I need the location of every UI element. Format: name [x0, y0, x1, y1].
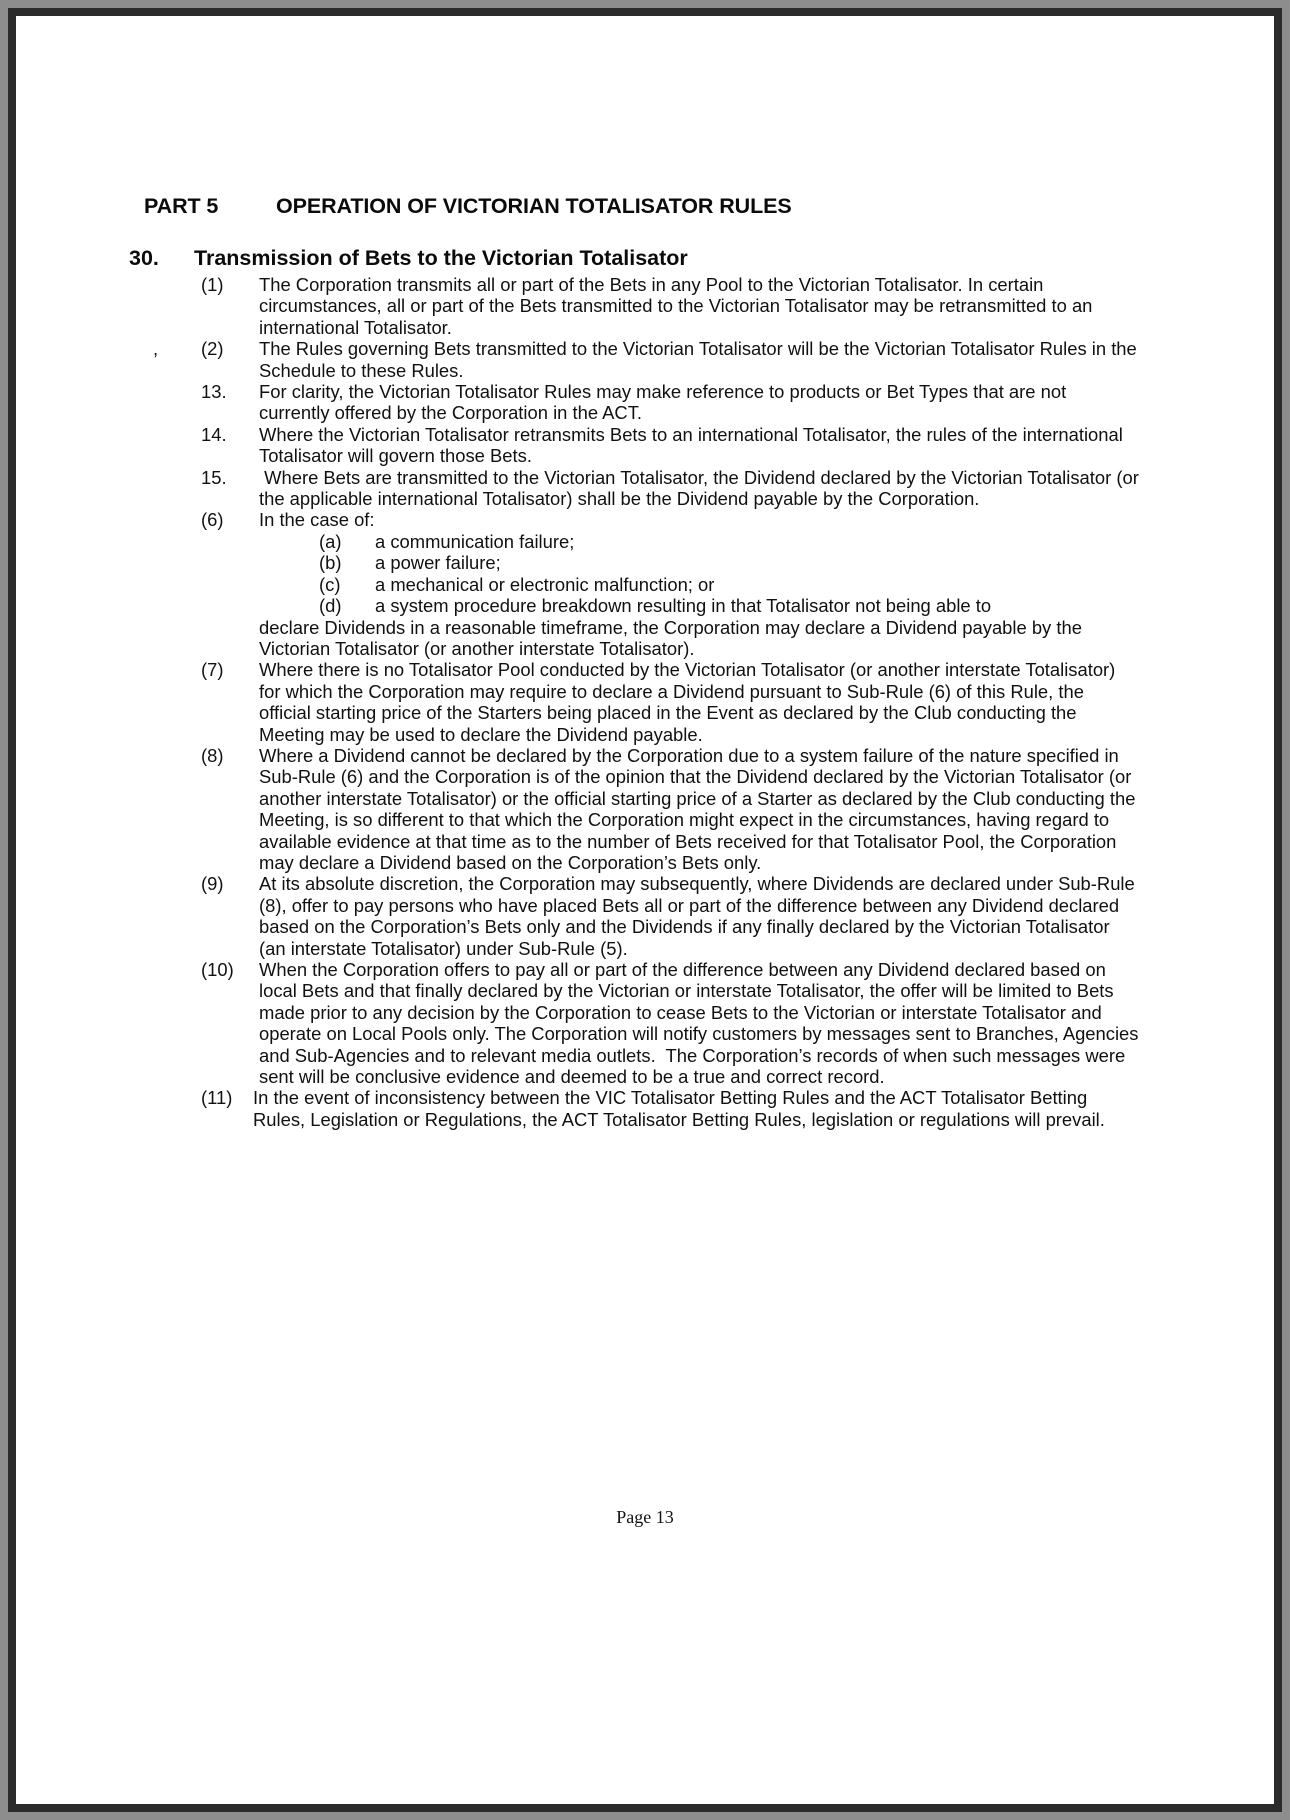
- page-border-frame: [8, 8, 1282, 1812]
- rule-item: [129, 274, 1139, 338]
- rule-subitem: [259, 552, 1139, 573]
- rule-item-marker: (8): [201, 744, 224, 766]
- rule-item-text: Where there is no Totalisator Pool conducted by the Victorian Totalisator (or another interstate Totalisator) for which the Corporation may require to declare a Dividend pursuant to Sub-Rule (6) of this Rule, the official starting price of the Starters being placed in the Event as declared by the Club conducting the Meeting may be used to declare the Dividend payable.: [259, 659, 1121, 745]
- rule-subitem-text: a power failure;: [375, 552, 501, 574]
- rule-item-marker: 13.: [201, 381, 227, 403]
- page-content: [16, 16, 1274, 1804]
- rule-heading-number: 30.: [129, 246, 159, 270]
- rule-subitem: [259, 531, 1139, 552]
- rule-item-text: The Rules governing Bets transmitted to the Victorian Totalisator will be the Victorian Totalisator Rules in the Schedule to these Rules.: [259, 338, 1142, 381]
- rule-item: [129, 959, 1144, 1088]
- part-heading-title: OPERATION OF VICTORIAN TOTALISATOR RULES: [276, 194, 792, 218]
- rule-item-text: Where Bets are transmitted to the Victorian Totalisator, the Dividend declared by the Victorian Totalisator (or the applicable international Totalisator) shall be the Dividend payable by the Corporation.: [259, 466, 1144, 510]
- part-heading: [144, 194, 792, 219]
- rule-subitem-marker: (d): [319, 595, 342, 617]
- rule-item-marker: (7): [201, 659, 224, 681]
- rule-item-marker: 14.: [201, 423, 227, 445]
- rule-item: [129, 424, 1139, 467]
- rule-item: [129, 873, 1139, 959]
- rule-subitem: [259, 595, 1139, 616]
- rule-item-continuation: declare Dividends in a reasonable timeframe, the Corporation may declare a Dividend payable by the Victorian Totalisator (or another interstate Totalisator).: [259, 616, 1082, 659]
- rule-item: [129, 659, 1139, 745]
- rule-item: [129, 1087, 1139, 1130]
- rule-item-text: At its absolute discretion, the Corporation may subsequently, where Dividends are declared under Sub-Rule (8), offer to pay persons who have placed Bets all or part of the difference between any Dividend declared based on the Corporation’s Bets only and the Dividends if any finally declared by the Victorian Totalisator (an interstate Totalisator) under Sub-Rule (5).: [259, 873, 1140, 959]
- rule-item-text: Where a Dividend cannot be declared by the Corporation due to a system failure of the nature specified in Sub-Rule (6) and the Corporation is of the opinion that the Dividend declared by the Victorian Totalisator (or another interstate Totalisator) or the official starting price of a Starter as declared by the Club conducting the Meeting, is so different to that which the Corporation might expect in the circumstances, having regard to available evidence at that time as to the number of Bets received for that Totalisator Pool, the Corporation may declare a Dividend based on the Corporation’s Bets only.: [259, 744, 1141, 873]
- rule-item: [129, 466, 1144, 510]
- rule-heading: [129, 246, 688, 271]
- rule-item-marker: 15.: [201, 466, 227, 488]
- rule-subitem-marker: (a): [319, 530, 342, 552]
- rule-item-text: The Corporation transmits all or part of the Bets in any Pool to the Victorian Totalisator. In certain circumstances, all or part of the Bets transmitted to the Victorian Totalisator may be retransmitted to an international Totalisator.: [259, 274, 1098, 338]
- rule-item-marker: (6): [201, 509, 224, 531]
- rule-item: [129, 745, 1139, 873]
- rule-item-marker: (9): [201, 873, 224, 895]
- rule-item-marker: (10): [201, 959, 234, 980]
- rule-item: [129, 509, 1139, 659]
- rule-subitem-text: a communication failure;: [375, 530, 575, 552]
- rule-item-text: When the Corporation offers to pay all or part of the difference between any Dividend declared based on local Bets and that finally declared by the Victorian or interstate Totalisator, the offer will be limited to Bets made prior to any decision by the Corporation to cease Bets to the Victorian or interstate Totalisator and operate on Local Pools only. The Corporation will notify customers by messages sent to Branches, Agencies and Sub-Agencies and to relevant media outlets. The Corporation’s records of when such messages were sent will be conclusive evidence and deemed to be a true and correct record.: [259, 959, 1144, 1088]
- rule-item-list: [129, 274, 1144, 1130]
- rule-item-text: In the event of inconsistency between the VIC Totalisator Betting Rules and the ACT Totalisator Betting Rules, Legislation or Regulations, the ACT Totalisator Betting Rules, legislation or regulations will prevail.: [253, 1087, 1105, 1130]
- rule-item-text: For clarity, the Victorian Totalisator Rules may make reference to products or Bet Types that are not currently offered by the Corporation in the ACT.: [259, 381, 1072, 424]
- page-sheet: [16, 16, 1274, 1804]
- scan-artifact-comma: ,: [153, 338, 159, 360]
- rule-item-text: In the case of:: [259, 509, 375, 531]
- rule-subitem-marker: (b): [319, 552, 342, 574]
- rule-subitem: [259, 574, 1139, 595]
- rule-item-marker: (1): [201, 274, 224, 295]
- rule-item: [129, 381, 1139, 424]
- rule-item-text: Where the Victorian Totalisator retransmits Bets to an international Totalisator, the rules of the international Totalisator will govern those Bets.: [259, 423, 1128, 467]
- rule-item: [129, 338, 1142, 381]
- rule-subitem-text: a mechanical or electronic malfunction; or: [375, 573, 715, 595]
- rule-subitem-marker: (c): [319, 573, 341, 595]
- page-footer: Page 13: [616, 1507, 674, 1527]
- rule-subitem-text: a system procedure breakdown resulting in that Totalisator not being able to: [375, 595, 992, 617]
- rule-item-marker: (2): [201, 338, 224, 360]
- rule-heading-title: Transmission of Bets to the Victorian Totalisator: [194, 246, 688, 270]
- rule-item-marker: (11): [201, 1087, 233, 1109]
- part-heading-label: PART 5: [144, 194, 219, 218]
